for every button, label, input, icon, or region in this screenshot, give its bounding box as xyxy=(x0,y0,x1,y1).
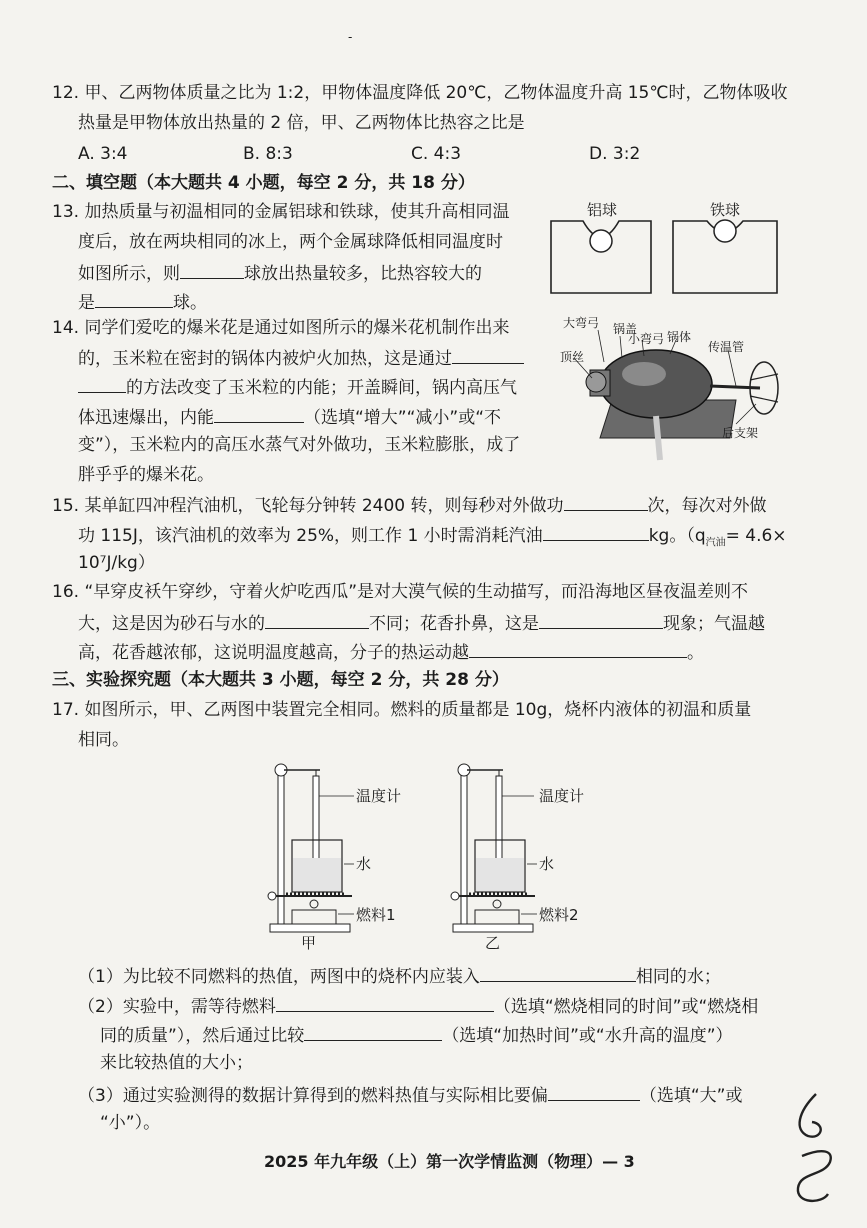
q12-option-d: D. 3:2 xyxy=(589,144,641,164)
q14-line2 xyxy=(78,347,524,369)
q13-line4 xyxy=(78,291,207,313)
q15-line2-text-b: kg。（q xyxy=(648,526,706,546)
q17-sub3-line1 xyxy=(78,1084,742,1106)
q12-option-a: A. 3:4 xyxy=(78,144,128,164)
fig-jia-water-label: 水 xyxy=(356,855,372,873)
q13-line2: 度后，放在两块相同的冰上，两个金属球降低相同温度时 xyxy=(78,232,503,252)
q17-blank4[interactable] xyxy=(548,1084,640,1101)
q17-sub2-text-c: 同的质量”），然后通过比较 xyxy=(100,1026,305,1046)
q14-line3 xyxy=(78,376,517,398)
handwritten-mark xyxy=(782,1090,852,1210)
q14-line4 xyxy=(78,406,501,428)
popcorn-label-lid: 锅盖 xyxy=(613,322,638,336)
q15-line3: 10⁷J/kg） xyxy=(78,553,155,573)
fig-jia-caption: 甲 xyxy=(301,934,317,952)
q17-sub2-line3: 来比较热值的大小； xyxy=(100,1053,253,1073)
q13-blank1[interactable] xyxy=(180,262,244,279)
fig-yi-fuel-label: 燃料2 xyxy=(539,906,579,924)
q17-sub2-line1 xyxy=(78,995,758,1017)
q13-line4-text-b: 球。 xyxy=(173,293,207,313)
q16-line1: 16. “早穿皮袄午穿纱，守着火炉吃西瓜”是对大漠气候的生动描写，而沿海地区昼夜温差则不 xyxy=(52,582,749,602)
q13-fig-label-al: 铝球 xyxy=(587,201,618,219)
q16-blank1[interactable] xyxy=(265,612,369,629)
fig-yi-water-label: 水 xyxy=(539,855,555,873)
q17-blank1[interactable] xyxy=(480,965,636,982)
popcorn-label-temp-tube: 传温管 xyxy=(708,340,745,354)
q17-line2: 相同。 xyxy=(78,730,129,750)
q13-line4-text: 是 xyxy=(78,293,95,313)
q17-blank2[interactable] xyxy=(276,995,494,1012)
section3-title: 三、实验探究题（本大题共 3 小题，每空 2 分，共 28 分） xyxy=(52,670,509,690)
q16-blank2[interactable] xyxy=(539,612,663,629)
q17-sub3-text-b: （选填“大”或 xyxy=(639,1086,743,1106)
q17-line1: 17. 如图所示，甲、乙两图中装置完全相同。燃料的质量都是 10g，烧杯内液体的初温和质量 xyxy=(52,700,752,720)
fig-jia-fuel-label: 燃料1 xyxy=(356,906,396,924)
q15-line1-text: 15. 某单缸四冲程汽油机，飞轮每分钟转 2400 转，则每秒对外做功 xyxy=(52,496,564,516)
q14-blank1-part1[interactable] xyxy=(452,347,524,364)
q16-line3-text-b: 。 xyxy=(687,643,704,663)
popcorn-label-big-bow: 大弯弓 xyxy=(563,316,600,330)
section2-title: 二、填空题（本大题共 4 小题，每空 2 分，共 18 分） xyxy=(52,173,475,193)
q13-line3-text-b: 球放出热量较多，比热容较大的 xyxy=(244,264,482,284)
q15-line2-text-c: = 4.6× xyxy=(725,526,787,546)
q15-line1 xyxy=(52,494,767,516)
q16-line2 xyxy=(78,612,765,634)
q15-blank1[interactable] xyxy=(564,494,648,511)
q14-line3-text: 的方法改变了玉米粒的内能；开盖瞬间，锅内高压气 xyxy=(126,378,517,398)
q13-line1: 13. 加热质量与初温相同的金属铝球和铁球，使其升高相同温 xyxy=(52,202,510,222)
q16-line3 xyxy=(78,641,704,663)
q13-blank2[interactable] xyxy=(95,291,173,308)
q14-line5: 变”），玉米粒内的高压水蒸气对外做功，玉米粒膨胀，成了 xyxy=(78,435,521,455)
q13-fig-label-fe: 铁球 xyxy=(710,201,741,219)
q17-sub2-text: （2）实验中，需等待燃料 xyxy=(78,997,276,1017)
q16-blank3[interactable] xyxy=(469,641,687,658)
q12-line1: 12. 甲、乙两物体质量之比为 1:2，甲物体温度降低 20℃，乙物体温度升高 15℃时，乙物体吸收 xyxy=(52,83,788,103)
q12-option-c: C. 4:3 xyxy=(411,144,462,164)
fig-yi-caption: 乙 xyxy=(485,934,501,952)
q14-line1: 14. 同学们爱吃的爆米花是通过如图所示的爆米花机制作出来 xyxy=(52,318,510,338)
q17-sub2-line2 xyxy=(100,1024,733,1046)
q13-line3-text: 如图所示，则 xyxy=(78,264,180,284)
q12-line2: 热量是甲物体放出热量的 2 倍，甲、乙两物体比热容之比是 xyxy=(78,113,525,133)
q15-line1-text-b: 次，每次对外做 xyxy=(647,496,767,516)
page-footer: 2025 年九年级（上）第一次学情监测（物理）— 3 xyxy=(264,1152,635,1171)
q15-line2-text: 功 115J，该汽油机的效率为 25%，则工作 1 小时需消耗汽油 xyxy=(78,526,543,546)
q16-line3-text: 高，花香越浓郁，这说明温度越高，分子的热运动越 xyxy=(78,643,469,663)
q14-line4-text: 体迅速爆出，内能 xyxy=(78,408,214,428)
popcorn-label-top-wire: 顶丝 xyxy=(560,350,585,364)
q15-subscript: 汽油 xyxy=(705,537,726,549)
q13-line3 xyxy=(78,262,482,284)
q14-blank2[interactable] xyxy=(214,406,304,423)
apparatus-yi xyxy=(451,764,535,932)
scan-speck: - xyxy=(348,30,353,44)
q17-sub1-text-b: 相同的水； xyxy=(635,967,721,987)
fig-jia-thermometer-label: 温度计 xyxy=(356,787,402,805)
popcorn-label-small-bow: 小弯弓 xyxy=(628,332,665,346)
q17-sub3-line2: “小”）。 xyxy=(100,1113,161,1133)
q14-line4-text-b: （选填“增大”“减小”或“不 xyxy=(304,408,502,428)
popcorn-label-rear-stand: 后支架 xyxy=(722,426,759,440)
q14-line2-text: 的，玉米粒在密封的锅体内被炉火加热，这是通过 xyxy=(78,349,452,369)
q17-sub1-text: （1）为比较不同燃料的热值，两图中的烧杯内应装入 xyxy=(78,967,480,987)
q15-line2 xyxy=(78,524,787,549)
q16-line2-text-c: 现象；气温越 xyxy=(663,614,765,634)
q16-line2-text-b: 不同；花香扑鼻，这是 xyxy=(369,614,539,634)
q17-blank3[interactable] xyxy=(304,1024,442,1041)
q14-line6: 胖乎乎的爆米花。 xyxy=(78,465,214,485)
fig-yi-thermometer-label: 温度计 xyxy=(539,787,585,805)
q17-sub2-text-d: （选填“加热时间”或“水升高的温度”） xyxy=(442,1026,733,1046)
q14-blank1-part2[interactable] xyxy=(78,376,126,393)
q12-option-b: B. 8:3 xyxy=(243,144,293,164)
q15-blank2[interactable] xyxy=(543,524,649,541)
q16-line2-text: 大，这是因为砂石与水的 xyxy=(78,614,265,634)
q17-sub1 xyxy=(78,965,721,987)
q13-ice-figure xyxy=(549,219,789,299)
apparatus-jia xyxy=(268,764,352,932)
q17-sub2-text-b: （选填“燃烧相同的时间”或“燃烧相 xyxy=(493,997,759,1017)
popcorn-label-body: 锅体 xyxy=(667,330,692,344)
q17-sub3-text: （3）通过实验测得的数据计算得到的燃料热值与实际相比要偏 xyxy=(78,1086,548,1106)
